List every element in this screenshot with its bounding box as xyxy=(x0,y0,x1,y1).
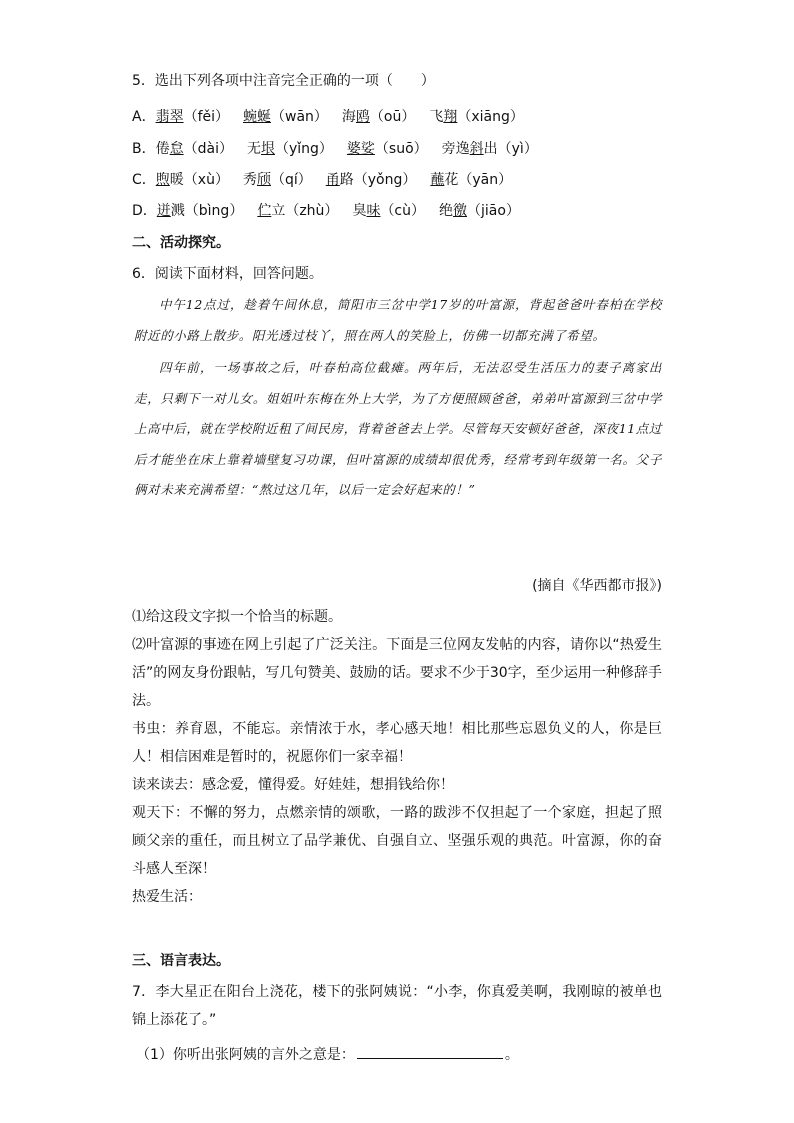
option-d-item-3: 臭味（cù） xyxy=(352,203,426,219)
question-6-stem: 6．阅读下面材料，回答问题。 xyxy=(132,266,323,282)
option-d[interactable] xyxy=(132,201,534,221)
option-d-item-2: 伫立（zhù） xyxy=(257,203,339,219)
option-d-item-4: 绝徼（jiāo） xyxy=(439,203,520,219)
option-b[interactable] xyxy=(132,139,552,159)
netizen-post-reader: 读来读去：感念爱，懂得爱。好娃娃，想捐钱给你！ xyxy=(132,777,454,793)
option-a-item-3: 海鸥（oū） xyxy=(341,109,416,125)
option-a[interactable] xyxy=(132,107,538,127)
option-c-letter: C． xyxy=(132,172,156,188)
question-5-stem: 5．选出下列各项中注音完全正确的一项（ ） xyxy=(132,73,435,89)
option-c-item-3: 甬路（yǒng） xyxy=(325,172,417,188)
option-b-item-1: 倦怠（dài） xyxy=(155,141,233,157)
option-d-letter: D． xyxy=(132,203,157,219)
subquestion-2: ⑵叶富源的事迹在网上引起了广泛关注。下面是三位网友发帖的内容，请你以“热爱生活”的网友身份跟帖，写几句赞美、鼓励的话。要求不少于30字，至少运用一种修辞手法。 xyxy=(132,637,662,709)
option-b-letter: B． xyxy=(132,141,156,157)
answer-line-love-life[interactable]: 热爱生活： xyxy=(132,889,202,905)
option-c-item-4: 蘸花（yān） xyxy=(430,172,513,188)
question-7-sub-1 xyxy=(136,1044,519,1065)
section-2-heading: 二、活动探究。 xyxy=(132,235,230,251)
option-c-item-2: 秀颀（qí） xyxy=(242,172,312,188)
option-b-item-3: 婆娑（suō） xyxy=(346,141,428,157)
option-a-letter: A． xyxy=(132,109,156,125)
option-a-item-2: 蜿蜒（wān） xyxy=(243,109,328,125)
option-c-item-1: 煦暖（xù） xyxy=(155,172,229,188)
option-b-item-2: 无垠（yǐng） xyxy=(246,141,333,157)
sub-1-end: 。 xyxy=(504,1047,519,1063)
answer-blank[interactable] xyxy=(357,1044,503,1059)
section-3-heading: 三、语言表达。 xyxy=(132,953,230,969)
sub-1-prompt: （1）你听出张阿姨的言外之意是： xyxy=(136,1047,355,1063)
passage-paragraph-1: 中午12点过，趁着午间休息，简阳市三岔中学17岁的叶富源，背起爸爸叶春柏在学校附近的小路上散步。阳光透过枝丫，照在两人的笑脸上，仿佛一切都充满了希望。 xyxy=(134,297,662,343)
question-6-subquestions xyxy=(132,603,662,911)
question-7-stem: 7．李大星正在阳台上浇花，楼下的张阿姨说：“小李，你真爱美啊，我刚晾的被单也锦上添花了。” xyxy=(132,984,662,1028)
passage-paragraph-2: 四年前，一场事故之后，叶春柏高位截瘫。两年后，无法忍受生活压力的妻子离家出走，只剩下一对儿女。姐姐叶东梅在外上大学，为了方便照顾爸爸，弟弟叶富源到三岔中学上高中后，就在学校附近租了间民房，背着爸爸去上学。尽管每天安顿好爸爸，深夜11点过后才能坐在床上靠着墙壁复习功课，但叶富源的成绩却很优秀，经常考到年级第一名。父子俩对未来充满希望：“熬过这几年，以后一定会好起来的！” xyxy=(134,360,663,497)
option-a-item-1: 翡翠（fěi） xyxy=(155,109,230,125)
subquestion-1: ⑴给这段文字拟一个恰当的标题。 xyxy=(132,609,342,625)
netizen-post-world: 观天下：不懈的努力，点燃亲情的颂歌，一路的跋涉不仅担起了一个家庭，担起了照顾父亲的重任，而且树立了品学兼优、自强自立、坚强乐观的典范。叶富源，你的奋斗感人至深！ xyxy=(132,805,662,877)
option-b-item-4: 旁逸斜出（yì） xyxy=(441,141,538,157)
passage-source: (摘自《华西都市报》) xyxy=(532,578,662,594)
option-c[interactable] xyxy=(132,170,526,190)
option-a-item-4: 飞翔（xiāng） xyxy=(429,109,524,125)
option-d-item-1: 迸溅（bìng） xyxy=(156,203,244,219)
reading-passage xyxy=(134,290,662,506)
netizen-post-bookworm: 书虫：养育恩，不能忘。亲情浓于水，孝心感天地！相比那些忘恩负义的人，你是巨人！相信困难是暂时的，祝愿你们一家幸福！ xyxy=(132,721,662,765)
